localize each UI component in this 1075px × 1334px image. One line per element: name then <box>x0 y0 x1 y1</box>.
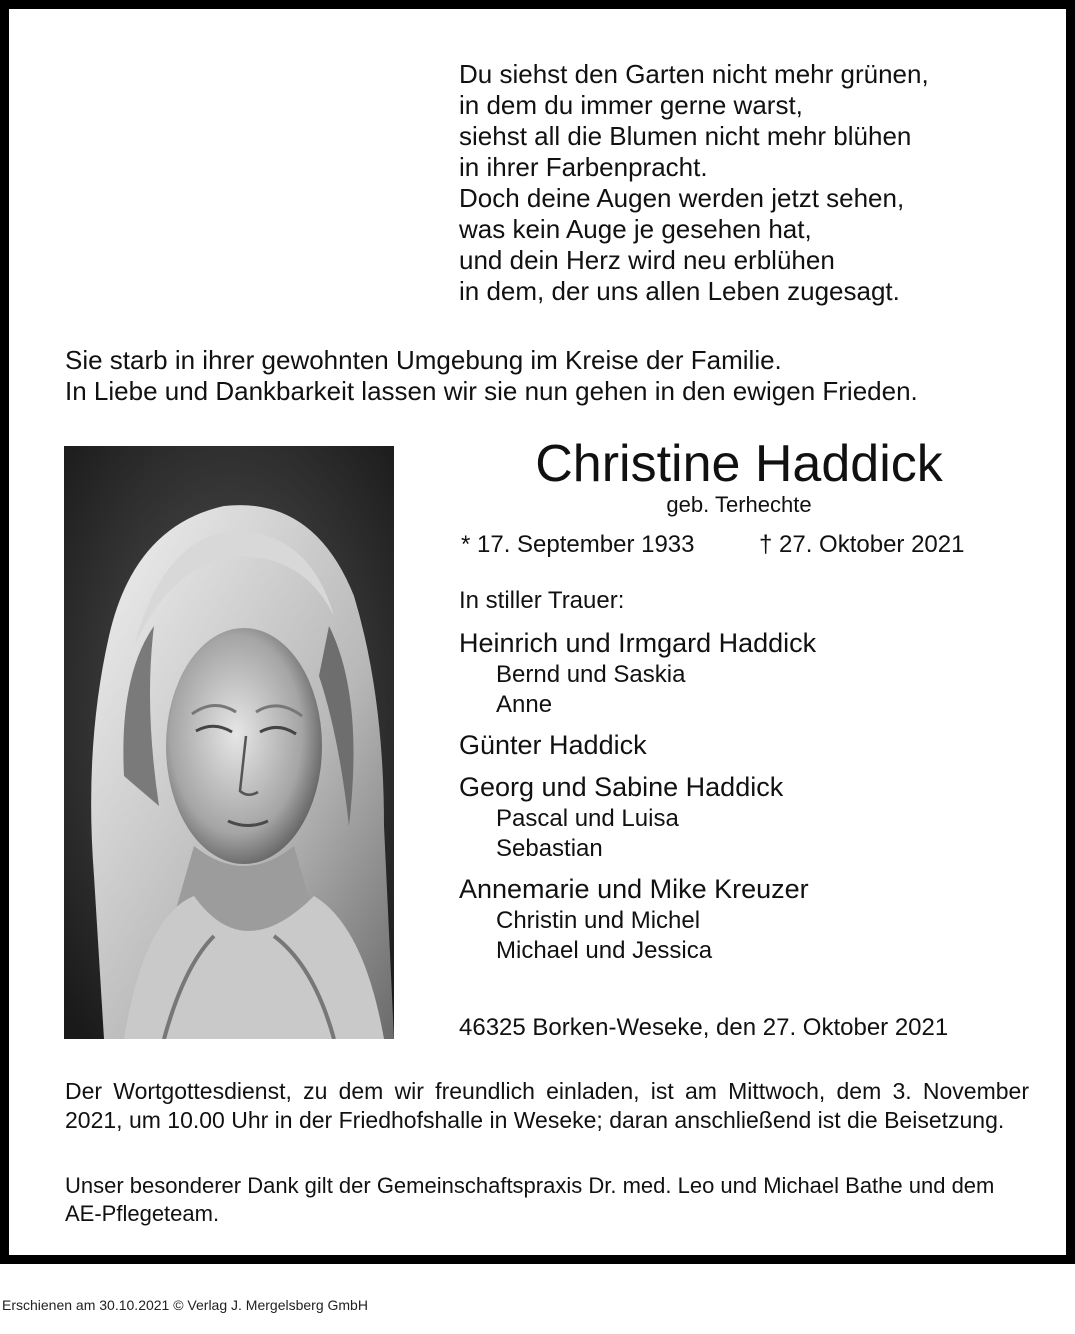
mourner-group <box>459 626 816 720</box>
mourner-sub: Michael und Jessica <box>496 937 713 964</box>
mourner-sub: Anne <box>496 691 553 718</box>
mourner-sub: Christin und Michel <box>496 907 701 934</box>
place-and-date: 46325 Borken-Weseke, den 27. Oktober 2021 <box>459 1014 949 1041</box>
poem-line: in dem, der uns allen Leben zugesagt. <box>459 276 900 306</box>
mourner-group <box>459 728 816 762</box>
mourning-label: In stiller Trauer: <box>459 587 625 614</box>
madonna-sculpture-image <box>64 446 394 1039</box>
poem-line: Doch deine Augen werden jetzt sehen, <box>459 183 905 213</box>
mourner-sub: Bernd und Saskia <box>496 661 686 688</box>
poem-line: in ihrer Farbenpracht. <box>459 152 708 182</box>
intro-line: In Liebe und Dankbarkeit lassen wir sie nun gehen in den ewigen Frieden. <box>65 376 918 406</box>
poem-line: was kein Auge je gesehen hat, <box>459 214 812 244</box>
birth-date: * 17. September 1933 <box>461 531 695 558</box>
intro-text <box>65 345 918 407</box>
poem-line: siehst all die Blumen nicht mehr blühen <box>459 121 912 151</box>
mourners-list <box>459 626 816 974</box>
mourner-head: Heinrich und Irmgard Haddick <box>459 628 817 658</box>
mourner-sub: Pascal und Luisa <box>496 805 679 832</box>
poem <box>459 59 929 307</box>
death-date: † 27. Oktober 2021 <box>759 531 965 558</box>
madonna-photo <box>64 446 394 1039</box>
mourner-sub: Sebastian <box>496 835 603 862</box>
maiden-name: geb. Terhechte <box>666 492 812 517</box>
mourner-group <box>459 872 816 966</box>
publication-footer: Erschienen am 30.10.2021 © Verlag J. Mergelsberg GmbH <box>2 1297 368 1313</box>
mourner-head: Georg und Sabine Haddick <box>459 772 784 802</box>
poem-line: Du siehst den Garten nicht mehr grünen, <box>459 59 929 89</box>
mourner-head: Annemarie und Mike Kreuzer <box>459 874 809 904</box>
mourner-head: Günter Haddick <box>459 730 647 760</box>
poem-line: und dein Herz wird neu erblühen <box>459 245 835 275</box>
mourner-group <box>459 770 816 864</box>
intro-line: Sie starb in ihrer gewohnten Umgebung im Kreise der Familie. <box>65 345 782 375</box>
deceased-name: Christine Haddick <box>535 435 943 493</box>
thanks-note: Unser besonderer Dank gilt der Gemeinschaftspraxis Dr. med. Leo und Michael Bathe und dem AE-Pflegeteam. <box>65 1173 995 1226</box>
poem-line: in dem du immer gerne warst, <box>459 90 803 120</box>
service-announcement: Der Wortgottesdienst, zu dem wir freundlich einladen, ist am Mittwoch, dem 3. November 2021, um 10.00 Uhr in der Friedhofshalle in Weseke; daran anschließend ist die Beisetzung. <box>65 1078 1029 1133</box>
